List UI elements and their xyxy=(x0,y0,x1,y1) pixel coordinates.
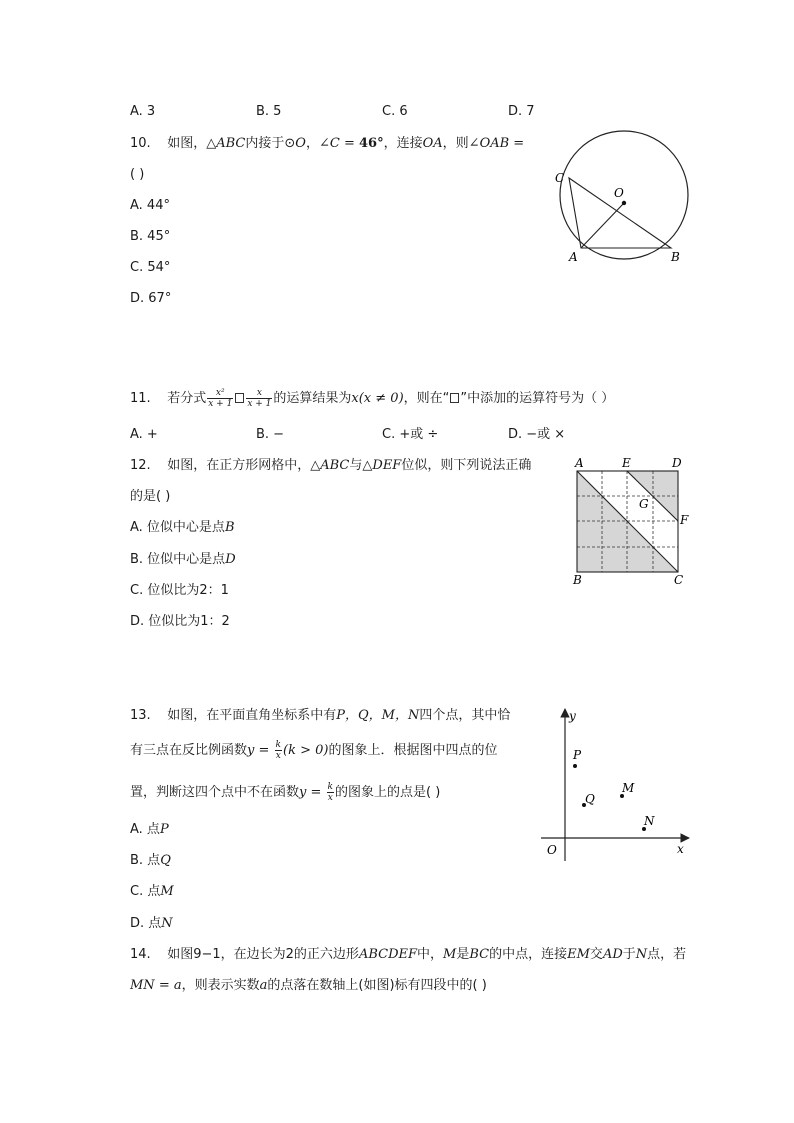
q9-option-d[interactable]: D. 7 xyxy=(508,104,535,119)
q13-stem-line2 xyxy=(130,738,497,764)
q14-var: M xyxy=(443,947,457,962)
q13-fraction-k-over-x: $\frac{k}{x}$ xyxy=(275,740,281,761)
q13-option-c[interactable]: C. 点M xyxy=(130,884,174,899)
q10-text: ， xyxy=(305,136,319,151)
q12-grid-figure xyxy=(566,452,696,592)
q10-circle-figure xyxy=(545,130,705,270)
q12-label-a: A xyxy=(575,456,584,470)
q10-var: ∠C xyxy=(318,136,340,151)
circle-symbol: ⊙ xyxy=(284,136,296,151)
q13-label-y: y xyxy=(569,709,576,723)
q10-var: ABC xyxy=(216,136,246,151)
q9-option-c[interactable]: C. 6 xyxy=(382,104,408,119)
q13-label-x: x xyxy=(677,842,684,856)
operator-box xyxy=(450,393,459,403)
triangle-symbol: △ xyxy=(310,458,321,473)
q10-text: ，则 xyxy=(442,136,469,151)
q12-stem-line1 xyxy=(130,457,531,475)
q11-option-b[interactable]: B. − xyxy=(256,427,285,442)
q10-stem xyxy=(130,135,524,153)
q14-stem-line2 xyxy=(130,977,487,995)
q13-text: 如图，在平面直角坐标系中有 xyxy=(167,708,337,723)
q14-text: 交 xyxy=(589,947,603,962)
q14-var: ABCDEF xyxy=(358,947,417,962)
q14-text: 是 xyxy=(456,947,470,962)
operator-box xyxy=(235,393,244,403)
q13-stem-line1 xyxy=(130,707,510,725)
q14-text: 如图9−1，在边长为2的正六边形 xyxy=(167,947,359,962)
q12-var: DEF xyxy=(372,458,402,473)
q14-var: a xyxy=(259,978,268,993)
q10-center-point xyxy=(622,201,626,205)
q10-var: ∠OAB xyxy=(468,136,510,151)
q13-text: 置，判断这四个点中不在函数 xyxy=(130,785,300,800)
q14-text: 中， xyxy=(417,947,444,962)
q13-number: 13. xyxy=(130,708,151,723)
q13-var: (k > 0) xyxy=(283,743,329,758)
q14-var: N xyxy=(635,947,648,962)
q14-stem-line1 xyxy=(130,946,686,964)
q14-var: MN = a xyxy=(130,978,182,993)
q10-segment-oa xyxy=(581,203,624,248)
q14-text: 的中点，连接 xyxy=(489,947,568,962)
q14-text: 点，若 xyxy=(647,947,687,962)
q11-option-a[interactable]: A. + xyxy=(130,427,158,442)
q13-text: 有三点在反比例函数 xyxy=(130,743,248,758)
q10-text: = xyxy=(339,136,359,151)
q10-text: ，连接 xyxy=(383,136,423,151)
q12-option-a[interactable]: A. 位似中心是点B xyxy=(130,520,235,535)
q13-text: 四个点，其中恰 xyxy=(419,708,511,723)
q13-coordinate-figure xyxy=(535,703,695,863)
q12-label-g: G xyxy=(639,497,649,511)
q13-text: 的图象上的点是( ) xyxy=(335,785,441,800)
q11-option-d[interactable]: D. −或 × xyxy=(508,427,566,442)
q10-text: 如图， xyxy=(167,136,207,151)
q13-var: P，Q，M，N xyxy=(336,708,420,723)
q13-stem-line3 xyxy=(130,780,440,806)
q10-var: O xyxy=(295,136,306,151)
q10-text: 内接于 xyxy=(245,136,285,151)
q14-var: EM xyxy=(567,947,590,962)
q12-option-b[interactable]: B. 位似中心是点D xyxy=(130,552,236,567)
q12-text: 位似，则下列说法正确 xyxy=(401,458,532,473)
q14-number: 14. xyxy=(130,947,151,962)
q12-text: 如图，在正方形网格中， xyxy=(167,458,311,473)
q12-option-d[interactable]: D. 位似比为1：2 xyxy=(130,614,230,629)
triangle-symbol: △ xyxy=(206,136,217,151)
q11-stem xyxy=(130,386,614,412)
q10-answer-paren: ( ) xyxy=(130,167,145,182)
q12-var: ABC xyxy=(320,458,350,473)
q11-text: ，则在“ xyxy=(403,391,450,406)
q12-stem-line2: 的是( ) xyxy=(130,489,171,504)
q10-value: 46° xyxy=(359,136,384,151)
q14-text: 的点落在数轴上(如图)标有四段中的( ) xyxy=(267,978,487,993)
q13-label-m: M xyxy=(622,781,635,795)
q14-text: 于 xyxy=(622,947,636,962)
q12-label-c: C xyxy=(674,573,684,587)
q13-option-b[interactable]: B. 点Q xyxy=(130,853,171,868)
q12-label-d: D xyxy=(672,456,682,470)
q10-label-c: C xyxy=(555,171,565,185)
q13-text: 的图象上．根据图中四点的位 xyxy=(328,743,498,758)
q11-number: 11. xyxy=(130,391,151,406)
q13-var: y = xyxy=(247,743,274,758)
q13-option-d[interactable]: D. 点N xyxy=(130,916,173,931)
q10-number: 10. xyxy=(130,136,151,151)
q10-option-d[interactable]: D. 67° xyxy=(130,291,172,306)
q13-var: y = xyxy=(299,785,326,800)
q10-label-b: B xyxy=(671,250,680,264)
q10-option-a[interactable]: A. 44° xyxy=(130,198,170,213)
q10-option-c[interactable]: C. 54° xyxy=(130,260,171,275)
q14-text: ，则表示实数 xyxy=(181,978,260,993)
q12-number: 12. xyxy=(130,458,151,473)
q12-label-f: F xyxy=(680,513,689,527)
triangle-symbol: △ xyxy=(362,458,373,473)
q11-text: 的运算结果为 xyxy=(273,391,352,406)
q12-label-e: E xyxy=(622,456,631,470)
q10-option-b[interactable]: B. 45° xyxy=(130,229,171,244)
q13-fraction-k-over-x: $\frac{k}{x}$ xyxy=(327,782,333,803)
q13-label-origin: O xyxy=(547,843,557,857)
q12-text: 与 xyxy=(349,458,363,473)
q13-label-q: Q xyxy=(585,792,595,806)
q10-text: = xyxy=(509,136,525,151)
q11-fraction-2: $\frac{x}{x + 1}$ xyxy=(247,388,272,409)
q10-label-o: O xyxy=(614,186,624,200)
q11-text: 若分式 xyxy=(167,391,207,406)
q9-option-b[interactable]: B. 5 xyxy=(256,104,282,119)
q13-label-n: N xyxy=(644,814,655,828)
q11-option-c[interactable]: C. +或 ÷ xyxy=(382,427,439,442)
q11-text: ”中添加的运算符号为（ ） xyxy=(460,391,615,406)
q12-option-c[interactable]: C. 位似比为2：1 xyxy=(130,583,229,598)
q11-fraction-1: $\frac{\text{x²}}{x + 1}$ xyxy=(208,388,233,409)
q14-var: BC xyxy=(469,947,490,962)
q11-var: x(x ≠ 0) xyxy=(351,391,404,406)
q13-label-p: P xyxy=(573,748,582,762)
q9-option-a[interactable]: A. 3 xyxy=(130,104,156,119)
q12-label-b: B xyxy=(573,573,582,587)
q10-var: OA xyxy=(422,136,443,151)
q10-label-a: A xyxy=(569,250,578,264)
q13-option-a[interactable]: A. 点P xyxy=(130,822,169,837)
q14-var: AD xyxy=(602,947,623,962)
q13-point-p xyxy=(573,764,577,768)
